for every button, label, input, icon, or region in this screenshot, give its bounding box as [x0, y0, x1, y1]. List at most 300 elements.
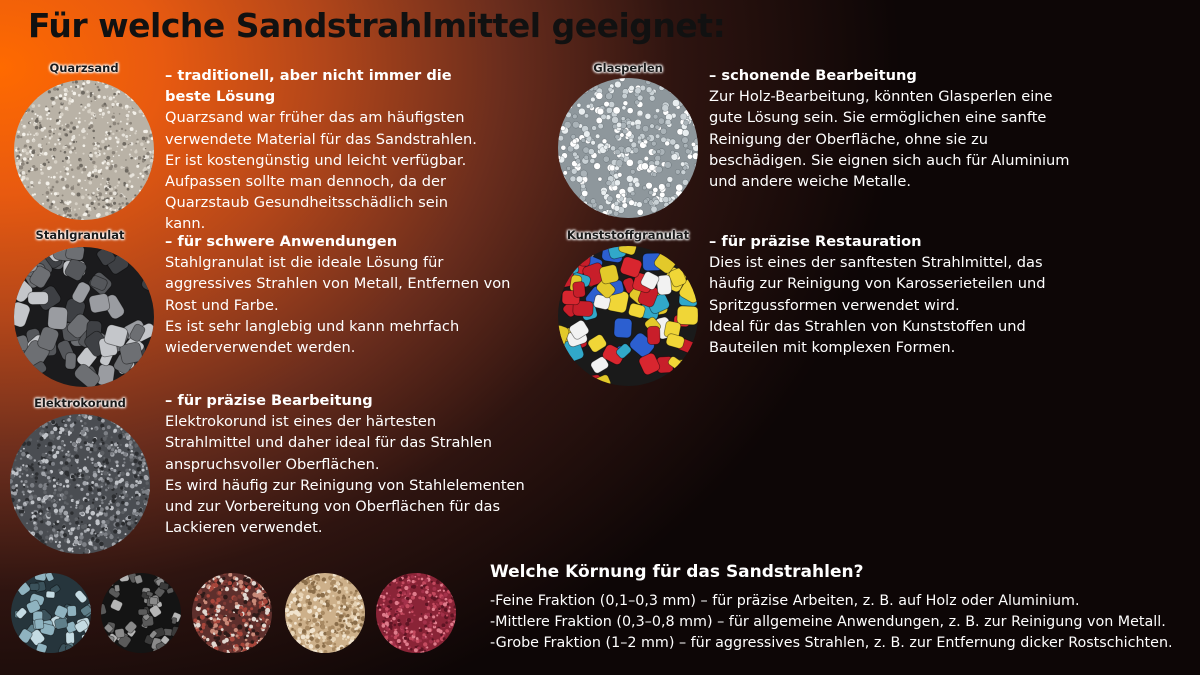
texture-grain [70, 527, 74, 531]
texture-grain [19, 475, 21, 477]
texture-grain [646, 79, 651, 84]
quarzsand-label: Quarzsand [49, 61, 119, 75]
texture-grain [76, 416, 81, 421]
texture-grain [376, 640, 378, 644]
texture-grain [196, 632, 200, 636]
texture-grain [581, 138, 585, 142]
texture-grain [58, 478, 60, 480]
texture-grain [145, 140, 147, 142]
texture-grain [132, 469, 135, 472]
texture-grain [107, 147, 110, 150]
texture-grain [133, 418, 136, 421]
texture-grain [26, 214, 30, 218]
texture-grain [72, 176, 74, 178]
texture-grain [589, 86, 594, 91]
texture-grain [29, 551, 34, 554]
texture-grain [303, 604, 306, 607]
texture-grain [106, 107, 108, 109]
texture-grain [91, 100, 93, 102]
texture-grain [320, 600, 324, 604]
texture-grain [56, 83, 59, 86]
texture-grain [136, 434, 139, 437]
texture-grain [107, 80, 109, 82]
texture-grain [54, 143, 56, 145]
quarzsand-heading: – traditionell, aber nicht immer die beste Lösung [165, 67, 452, 106]
texture-grain [559, 194, 564, 199]
texture-grain [26, 522, 28, 524]
texture-grain [377, 589, 380, 592]
texture-grain [42, 466, 45, 469]
texture-grain [135, 534, 139, 538]
texture-grain [151, 180, 153, 182]
texture-grain [394, 645, 398, 649]
texture-grain [251, 632, 255, 636]
texture-grain [602, 211, 607, 216]
texture-grain [80, 446, 83, 449]
texture-grain [129, 135, 130, 136]
texture-grain [22, 543, 24, 545]
texture-grain [376, 586, 379, 589]
texture-grain [427, 628, 431, 632]
texture-grain [27, 549, 31, 553]
thumb-garnet-image [192, 573, 272, 653]
texture-grain [19, 472, 21, 474]
texture-grain [559, 112, 564, 117]
texture-grain [54, 192, 57, 195]
texture-grain [576, 176, 582, 182]
texture-grain [679, 92, 684, 97]
texture-grain [36, 515, 39, 518]
texture-grain [59, 450, 61, 452]
glasperlen-line-1: Zur Holz-Bearbeitung, könnten Glasperlen eine [709, 88, 1053, 106]
texture-grain [425, 590, 428, 593]
texture-grain [558, 88, 563, 93]
texture-grain [35, 481, 37, 483]
texture-grain [82, 214, 84, 216]
stahlgranulat-line-5: wiederverwendet werden. [165, 339, 356, 357]
texture-grain [20, 450, 22, 452]
texture-grain [65, 213, 66, 214]
texture-grain [652, 172, 656, 176]
texture-grain [91, 179, 93, 181]
texture-grain [327, 590, 330, 593]
texture-grain [105, 204, 107, 206]
texture-grain [210, 617, 213, 620]
texture-grain [22, 101, 26, 105]
texture-grain [657, 78, 663, 83]
texture-grain [16, 122, 19, 125]
texture-grain [256, 573, 261, 578]
texture-grain [125, 443, 129, 447]
texture-grain [64, 517, 68, 521]
texture-grain [617, 173, 622, 178]
texture-grain [615, 149, 621, 155]
texture-grain [18, 174, 20, 176]
texture-grain [604, 145, 608, 149]
texture-grain [122, 539, 125, 542]
texture-grain [266, 581, 270, 585]
texture-grain [40, 547, 44, 551]
texture-grain [47, 118, 49, 120]
texture-grain [322, 644, 326, 648]
texture-grain [442, 642, 444, 644]
texture-grain [326, 631, 331, 636]
texture-grain [38, 104, 41, 107]
texture-grain [376, 633, 378, 635]
texture-grain [453, 649, 456, 653]
texture-grain [397, 593, 401, 597]
texture-grain [46, 191, 50, 195]
texture-grain [302, 589, 305, 592]
texture-grain [78, 469, 81, 472]
texture-grain [579, 87, 584, 92]
texture-grain [112, 133, 114, 135]
texture-grain [625, 147, 631, 153]
texture-grain [126, 545, 130, 549]
texture-grain [114, 539, 117, 542]
texture-grain [79, 547, 81, 549]
texture-grain [105, 484, 107, 486]
texture-grain [53, 88, 55, 90]
texture-grain [136, 165, 139, 168]
texture-grain [139, 173, 141, 175]
texture-grain [405, 604, 409, 608]
texture-grain [135, 143, 137, 145]
texture-grain [126, 472, 130, 476]
texture-grain [52, 218, 54, 220]
texture-grain [104, 218, 106, 220]
texture-grain [390, 648, 393, 651]
texture-grain [359, 586, 364, 591]
texture-grain [41, 165, 44, 168]
texture-grain [39, 122, 41, 124]
texture-grain [105, 166, 108, 169]
texture-grain [426, 637, 428, 639]
texture-grain [126, 123, 128, 125]
texture-grain [27, 430, 30, 433]
texture-grain [320, 618, 323, 621]
texture-grain [92, 130, 95, 133]
texture-grain [81, 521, 83, 523]
texture-grain [48, 110, 50, 112]
texture-grain [144, 424, 148, 428]
texture-grain [256, 620, 259, 623]
texture-grain [46, 196, 48, 198]
texture-grain [649, 190, 654, 195]
texture-grain [261, 628, 263, 630]
texture-grain [121, 202, 124, 205]
texture-grain [18, 200, 21, 203]
texture-grain [90, 511, 95, 516]
texture-grain [57, 139, 59, 141]
texture-grain [22, 464, 24, 466]
texture-grain [123, 425, 127, 429]
texture-grain [99, 477, 102, 480]
texture-grain [114, 216, 116, 218]
texture-grain [77, 527, 80, 530]
texture-grain [615, 166, 620, 171]
texture-grain [105, 489, 108, 492]
texture-grain [110, 516, 115, 521]
texture-grain [94, 152, 97, 155]
texture-grain [270, 632, 272, 636]
texture-grain [128, 111, 130, 113]
texture-grain [123, 423, 125, 425]
texture-grain [298, 592, 303, 597]
texture-grain [72, 135, 76, 139]
texture-grain [71, 207, 72, 208]
texture-grain [34, 415, 36, 417]
texture-grain [356, 645, 361, 650]
texture-grain [453, 582, 456, 586]
texture-grain [122, 212, 125, 215]
texture-grain [243, 600, 247, 604]
texture-grain [378, 634, 381, 637]
texture-grain [683, 120, 688, 125]
texture-grain [206, 638, 209, 641]
texture-grain [591, 140, 596, 145]
texture-grain [449, 641, 451, 643]
texture-grain [147, 206, 149, 208]
texture-grain [75, 152, 76, 153]
texture-grain [320, 593, 325, 598]
texture-grain [112, 542, 116, 546]
texture-grain [245, 582, 248, 585]
texture-grain [139, 508, 143, 512]
texture-grain [114, 211, 115, 212]
texture-grain [262, 617, 264, 619]
texture-grain [21, 452, 26, 457]
texture-grain [31, 463, 34, 466]
texture-grain [590, 209, 597, 216]
texture-grain [65, 124, 66, 125]
texture-grain [21, 527, 25, 531]
texture-grain [340, 624, 344, 628]
texture-grain [558, 367, 577, 386]
texture-grain [229, 600, 232, 603]
texture-grain [92, 438, 96, 442]
texture-grain [146, 467, 148, 469]
texture-grain [385, 621, 389, 625]
texture-grain [58, 143, 60, 145]
texture-grain [127, 448, 129, 450]
texture-grain [67, 109, 69, 111]
texture-grain [627, 108, 633, 114]
texture-grain [30, 543, 35, 548]
texture-grain [132, 431, 134, 433]
texture-grain [81, 634, 91, 645]
texture-grain [356, 643, 358, 645]
texture-grain [262, 578, 266, 582]
texture-grain [425, 627, 428, 630]
texture-grain [11, 414, 15, 417]
texture-grain [47, 83, 49, 85]
texture-grain [566, 104, 571, 109]
texture-grain [136, 201, 137, 202]
texture-grain [267, 620, 271, 624]
texture-grain [451, 619, 453, 621]
texture-grain [142, 219, 144, 220]
texture-grain [30, 475, 33, 478]
texture-grain [423, 620, 427, 624]
texture-grain [307, 623, 309, 625]
texture-grain [19, 166, 23, 170]
texture-grain [195, 648, 199, 652]
texture-grain [404, 593, 406, 595]
texture-grain [65, 479, 69, 483]
texture-grain [673, 202, 678, 207]
texture-grain [92, 143, 95, 146]
texture-grain [264, 579, 268, 583]
texture-grain [424, 649, 426, 651]
glasperlen-heading: – schonende Bearbeitung [709, 67, 917, 84]
texture-grain [289, 603, 291, 605]
texture-grain [587, 78, 593, 81]
texture-grain [114, 81, 117, 84]
texture-grain [286, 604, 288, 606]
texture-grain [16, 442, 21, 447]
texture-grain [125, 184, 128, 187]
texture-grain [203, 649, 207, 653]
texture-grain [603, 156, 609, 162]
texture-grain [303, 576, 306, 579]
texture-grain [60, 461, 63, 464]
texture-grain [77, 438, 82, 443]
texture-grain [197, 603, 201, 607]
texture-grain [135, 522, 138, 525]
texture-grain [108, 503, 110, 505]
texture-grain [223, 595, 228, 600]
texture-grain [38, 517, 42, 521]
texture-grain [70, 506, 72, 508]
texture-grain [87, 456, 89, 458]
texture-grain [319, 608, 321, 610]
texture-grain [55, 96, 58, 99]
texture-grain [199, 628, 202, 631]
texture-grain [265, 575, 267, 577]
texture-grain [30, 181, 33, 184]
texture-grain [82, 542, 87, 547]
texture-grain [138, 609, 147, 615]
texture-grain [55, 206, 57, 208]
texture-grain [114, 186, 116, 188]
texture-grain [19, 198, 20, 199]
texture-grain [22, 80, 25, 82]
texture-grain [631, 191, 636, 196]
texture-grain [74, 209, 76, 211]
texture-grain [48, 507, 51, 510]
texture-grain [385, 651, 387, 653]
texture-grain [27, 158, 29, 160]
texture-grain [35, 90, 38, 93]
texture-grain [575, 86, 582, 93]
texture-grain [48, 548, 51, 551]
texture-grain [682, 199, 687, 204]
texture-grain [287, 633, 290, 636]
texture-grain [20, 548, 24, 552]
texture-grain [34, 414, 38, 417]
texture-grain [112, 88, 114, 90]
texture-grain [147, 538, 150, 541]
texture-grain [328, 626, 330, 628]
texture-grain [108, 474, 110, 476]
texture-grain [32, 415, 34, 417]
texture-grain [308, 601, 312, 605]
texture-grain [294, 644, 297, 647]
texture-grain [149, 211, 151, 213]
texture-grain [63, 420, 65, 422]
texture-grain [342, 594, 345, 597]
texture-grain [616, 193, 621, 198]
texture-grain [206, 594, 209, 597]
texture-grain [439, 602, 443, 606]
texture-grain [137, 467, 141, 471]
texture-grain [93, 447, 97, 451]
texture-grain [582, 190, 588, 196]
texture-grain [69, 522, 72, 525]
texture-grain [427, 606, 431, 610]
texture-grain [611, 146, 616, 151]
texture-grain [144, 538, 147, 541]
texture-grain [33, 94, 35, 96]
texture-grain [594, 163, 601, 170]
texture-grain [152, 198, 154, 200]
texture-grain [675, 169, 680, 174]
texture-grain [101, 582, 107, 591]
texture-grain [224, 638, 228, 642]
texture-grain [363, 580, 365, 583]
texture-grain [98, 206, 100, 208]
texture-grain [94, 97, 97, 100]
texture-grain [118, 203, 120, 205]
texture-grain [240, 613, 243, 616]
texture-grain [48, 90, 51, 93]
texture-grain [35, 205, 38, 208]
texture-grain [51, 549, 54, 552]
stahlgranulat-image [14, 247, 154, 387]
texture-grain [57, 437, 60, 440]
texture-grain [34, 417, 38, 421]
texture-grain [54, 617, 68, 629]
texture-grain [683, 166, 687, 170]
grain-coarse: -Grobe Fraktion (1–2 mm) – für aggressives Strahlen, z. B. zur Entfernung dicker Rostschichten. [490, 635, 1173, 651]
texture-grain [81, 129, 85, 133]
texture-grain [70, 86, 72, 88]
texture-grain [70, 441, 72, 443]
texture-grain [61, 506, 65, 510]
texture-grain [561, 145, 566, 150]
texture-grain [216, 636, 220, 640]
texture-grain [27, 108, 30, 111]
texture-grain [25, 465, 28, 468]
texture-grain [143, 462, 146, 465]
texture-grain [144, 206, 147, 209]
texture-grain [376, 574, 378, 576]
texture-grain [418, 578, 420, 580]
texture-grain [120, 166, 123, 169]
texture-grain [305, 626, 310, 631]
texture-grain [219, 589, 221, 591]
texture-grain [235, 602, 238, 605]
texture-grain [107, 477, 110, 480]
texture-grain [50, 188, 53, 191]
texture-grain [302, 645, 306, 649]
texture-grain [397, 608, 401, 612]
texture-grain [52, 106, 54, 108]
texture-grain [144, 248, 154, 268]
texture-grain [133, 528, 137, 532]
texture-grain [142, 450, 145, 453]
